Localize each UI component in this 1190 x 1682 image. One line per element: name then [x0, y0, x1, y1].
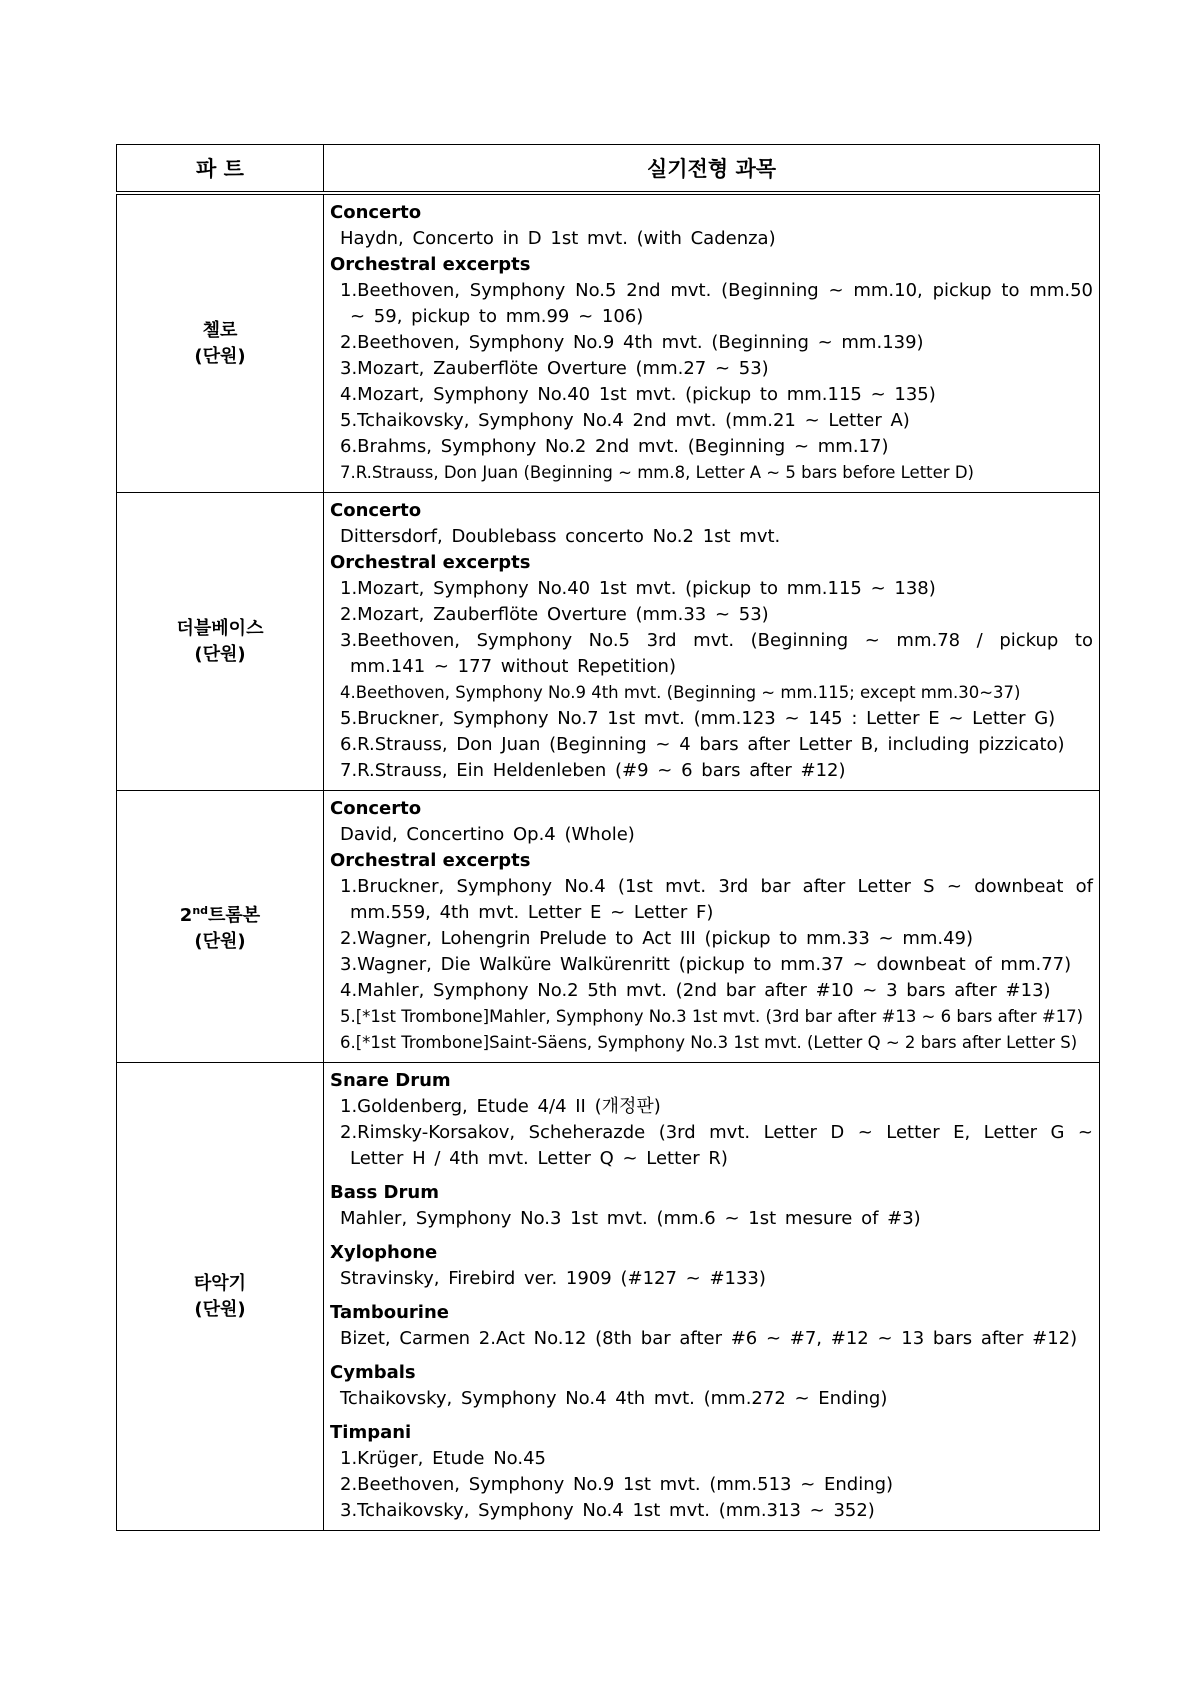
piece-line: 4.Mahler, Symphony No.2 5th mvt. (2nd bar after #10 ~ 3 bars after #13)	[340, 980, 1051, 1001]
piece-line: Stravinsky, Firebird ver. 1909 (#127 ~ #133)	[340, 1268, 766, 1289]
content-percussion	[324, 1063, 1100, 1531]
piece-line: Haydn, Concerto in D 1st mvt. (with Cadenza)	[340, 228, 776, 249]
part-sub: (단원)	[194, 1298, 246, 1320]
piece-line: 1.Krüger, Etude No.45	[340, 1448, 546, 1469]
piece-line: 3.Tchaikovsky, Symphony No.4 1st mvt. (mm.313 ~ 352)	[340, 1500, 875, 1521]
part-cello	[117, 193, 324, 493]
row-cello	[117, 193, 1100, 493]
piece-line: 3.Wagner, Die Walküre Walkürenritt (pickup to mm.37 ~ downbeat of mm.77)	[340, 954, 1072, 975]
part-trombone	[117, 791, 324, 1063]
part-percussion	[117, 1063, 324, 1531]
piece-line: 1.Goldenberg, Etude 4/4 II (개정판)	[340, 1096, 661, 1117]
piece-line: David, Concertino Op.4 (Whole)	[340, 824, 635, 845]
piece-line: Dittersdorf, Doublebass concerto No.2 1st mvt.	[340, 526, 781, 547]
part-sub: (단원)	[194, 345, 246, 367]
part-ordinal-suffix: nd	[192, 904, 209, 917]
piece-line: 2.Wagner, Lohengrin Prelude to Act III (pickup to mm.33 ~ mm.49)	[340, 928, 974, 949]
piece-line: 5.Tchaikovsky, Symphony No.4 2nd mvt. (mm.21 ~ Letter A)	[340, 410, 910, 431]
row-doublebass	[117, 493, 1100, 791]
row-percussion	[117, 1063, 1100, 1531]
piece-line: 5.Bruckner, Symphony No.7 1st mvt. (mm.123 ~ 145 : Letter E ~ Letter G)	[340, 708, 1056, 729]
section-title: Concerto	[330, 500, 422, 521]
part-name: 첼로	[202, 319, 238, 341]
content-doublebass	[324, 493, 1100, 791]
section-title: Concerto	[330, 798, 422, 819]
piece-line: 4.Mozart, Symphony No.40 1st mvt. (pickup to mm.115 ~ 135)	[340, 384, 936, 405]
piece-line: 1.Mozart, Symphony No.40 1st mvt. (pickup to mm.115 ~ 138)	[340, 578, 936, 599]
piece-line: 3.Beethoven, Symphony No.5 3rd mvt. (Beginning ~ mm.78 / pickup to mm.141 ~ 177 without Repetition)	[340, 630, 1093, 677]
piece-line: 6.R.Strauss, Don Juan (Beginning ~ 4 bars after Letter B, including pizzicato)	[340, 734, 1065, 755]
part-sub: (단원)	[194, 931, 246, 952]
piece-line: 1.Beethoven, Symphony No.5 2nd mvt. (Beginning ~ mm.10, pickup to mm.50 ~ 59, pickup to mm.99 ~ 106)	[340, 280, 1093, 327]
piece-line: 2.Rimsky-Korsakov, Scheherazde (3rd mvt. Letter D ~ Letter E, Letter G ~ Letter H / 4th mvt. Letter Q ~ Letter R)	[340, 1122, 1093, 1169]
row-trombone	[117, 791, 1100, 1063]
piece-line: Mahler, Symphony No.3 1st mvt. (mm.6 ~ 1st mesure of #3)	[340, 1208, 921, 1229]
content-cello	[324, 193, 1100, 493]
piece-line: 7.R.Strauss, Don Juan (Beginning ~ mm.8, Letter A ~ 5 bars before Letter D)	[340, 463, 974, 482]
section-title: Concerto	[330, 202, 422, 223]
piece-line: 6.Brahms, Symphony No.2 2nd mvt. (Beginning ~ mm.17)	[340, 436, 889, 457]
piece-line: 1.Bruckner, Symphony No.4 (1st mvt. 3rd bar after Letter S ~ downbeat of mm.559, 4th mvt. Letter E ~ Letter F)	[340, 876, 1093, 923]
part-name: 타악기	[193, 1272, 247, 1294]
piece-line: Tchaikovsky, Symphony No.4 4th mvt. (mm.272 ~ Ending)	[340, 1388, 888, 1409]
section-title: Snare Drum	[330, 1070, 451, 1091]
piece-line: 6.[*1st Trombone]Saint-Säens, Symphony No.3 1st mvt. (Letter Q ~ 2 bars after Letter S)	[340, 1033, 1078, 1052]
section-title: Bass Drum	[330, 1182, 439, 1203]
piece-line: 4.Beethoven, Symphony No.9 4th mvt. (Beginning ~ mm.115; except mm.30~37)	[340, 683, 1021, 702]
part-name: 트롬본	[208, 905, 261, 926]
section-title: Tambourine	[330, 1302, 449, 1323]
header-row	[117, 145, 1100, 194]
section-title: Timpani	[330, 1422, 412, 1443]
audition-table	[116, 144, 1100, 1531]
part-doublebass	[117, 493, 324, 791]
section-title: Orchestral excerpts	[330, 552, 531, 573]
piece-line: 2.Beethoven, Symphony No.9 1st mvt. (mm.513 ~ Ending)	[340, 1474, 894, 1495]
piece-line: 5.[*1st Trombone]Mahler, Symphony No.3 1st mvt. (3rd bar after #13 ~ 6 bars after #17)	[340, 1007, 1084, 1026]
section-title: Orchestral excerpts	[330, 254, 531, 275]
header-part: 파 트	[117, 145, 324, 194]
part-ordinal: 2	[179, 905, 193, 926]
part-name-line	[117, 898, 323, 929]
piece-line: 2.Mozart, Zauberflöte Overture (mm.33 ~ 53)	[340, 604, 769, 625]
piece-line: 3.Mozart, Zauberflöte Overture (mm.27 ~ 53)	[340, 358, 769, 379]
section-title: Xylophone	[330, 1242, 438, 1263]
content-trombone	[324, 791, 1100, 1063]
part-sub: (단원)	[194, 643, 246, 665]
piece-line: Bizet, Carmen 2.Act No.12 (8th bar after #6 ~ #7, #12 ~ 13 bars after #12)	[340, 1328, 1078, 1349]
part-name: 더블베이스	[176, 617, 264, 639]
piece-line: 2.Beethoven, Symphony No.9 4th mvt. (Beginning ~ mm.139)	[340, 332, 924, 353]
piece-line: 7.R.Strauss, Ein Heldenleben (#9 ~ 6 bars after #12)	[340, 760, 846, 781]
section-title: Cymbals	[330, 1362, 416, 1383]
section-title: Orchestral excerpts	[330, 850, 531, 871]
header-subject: 실기전형 과목	[324, 145, 1100, 194]
